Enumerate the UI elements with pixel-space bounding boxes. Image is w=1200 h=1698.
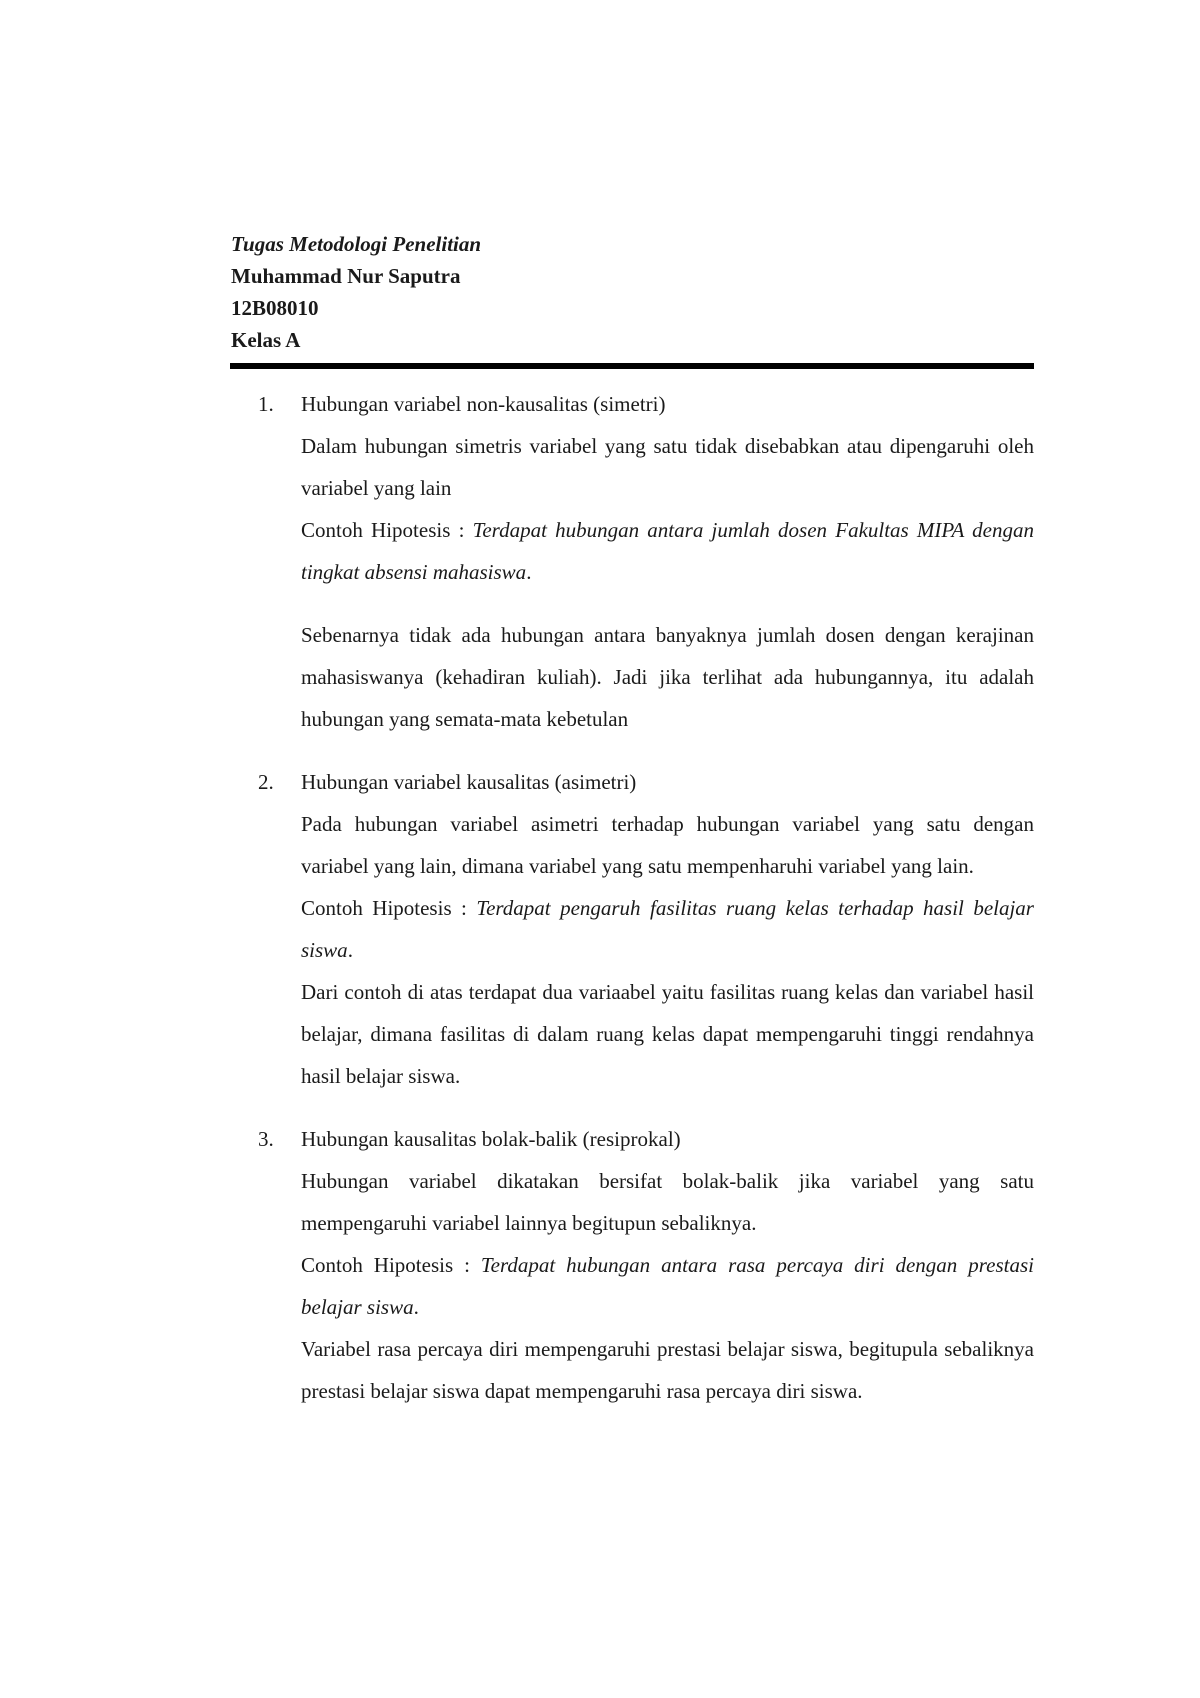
item-example xyxy=(301,887,1034,971)
header-divider xyxy=(230,363,1034,369)
student-id: 12B08010 xyxy=(231,296,319,320)
document-header xyxy=(231,228,1031,356)
item-example xyxy=(301,1244,1034,1328)
document-body xyxy=(258,383,1034,1412)
item-definition: Hubungan variabel dikatakan bersifat bolak-balik jika variabel yang satu mempengaruhi variabel lainnya begitupun sebaliknya. xyxy=(301,1169,1034,1235)
item-example xyxy=(301,509,1034,593)
item-explanation: Dari contoh di atas terdapat dua variaabel yaitu fasilitas ruang kelas dan variabel hasil belajar, dimana fasilitas di dalam ruang kelas dapat mempengaruhi tinggi rendahnya hasil belajar siswa. xyxy=(301,980,1034,1088)
class-label: Kelas A xyxy=(231,328,301,352)
example-hypothesis: Terdapat hubungan antara rasa percaya diri dengan prestasi belajar siswa xyxy=(301,1253,1034,1319)
list-number: 3. xyxy=(258,1127,274,1151)
list-content xyxy=(301,761,1034,1097)
list-item-3 xyxy=(258,1118,1034,1412)
list-item-2 xyxy=(258,761,1034,1097)
document-title: Tugas Metodologi Penelitian xyxy=(231,232,482,256)
item-heading: Hubungan variabel non-kausalitas (simetri) xyxy=(301,392,666,416)
example-label: Contoh Hipotesis : xyxy=(301,1253,481,1277)
example-label: Contoh Hipotesis : xyxy=(301,896,477,920)
item-explanation: Sebenarnya tidak ada hubungan antara banyaknya jumlah dosen dengan kerajinan mahasiswanya (kehadiran kuliah). Jadi jika terlihat ada hubungannya, itu adalah hubungan yang semata-mata kebetulan xyxy=(301,623,1034,731)
example-label: Contoh Hipotesis : xyxy=(301,518,473,542)
item-definition: Dalam hubungan simetris variabel yang satu tidak disebabkan atau dipengaruhi oleh variabel yang lain xyxy=(301,434,1034,500)
item-definition: Pada hubungan variabel asimetri terhadap hubungan variabel yang satu dengan variabel yang lain, dimana variabel yang satu mempenharuhi variabel yang lain. xyxy=(301,812,1034,878)
example-end: . xyxy=(347,938,353,962)
list-content xyxy=(301,1118,1034,1412)
item-heading: Hubungan variabel kausalitas (asimetri) xyxy=(301,770,637,794)
paragraph-gap xyxy=(301,593,1034,614)
example-hypothesis: Terdapat pengaruh fasilitas ruang kelas terhadap hasil belajar siswa xyxy=(301,896,1034,962)
list-number: 2. xyxy=(258,770,274,794)
example-end: . xyxy=(413,1295,419,1319)
list-item-1 xyxy=(258,383,1034,740)
author-name: Muhammad Nur Saputra xyxy=(231,264,461,288)
item-explanation: Variabel rasa percaya diri mempengaruhi prestasi belajar siswa, begitupula sebaliknya prestasi belajar siswa dapat mempengaruhi rasa percaya diri siswa. xyxy=(301,1337,1034,1403)
list-content xyxy=(301,383,1034,740)
example-hypothesis: Terdapat hubungan antara jumlah dosen Fakultas MIPA dengan tingkat absensi mahasiswa xyxy=(301,518,1034,584)
list-number: 1. xyxy=(258,392,274,416)
item-heading: Hubungan kausalitas bolak-balik (resiprokal) xyxy=(301,1127,681,1151)
example-end: . xyxy=(526,560,532,584)
